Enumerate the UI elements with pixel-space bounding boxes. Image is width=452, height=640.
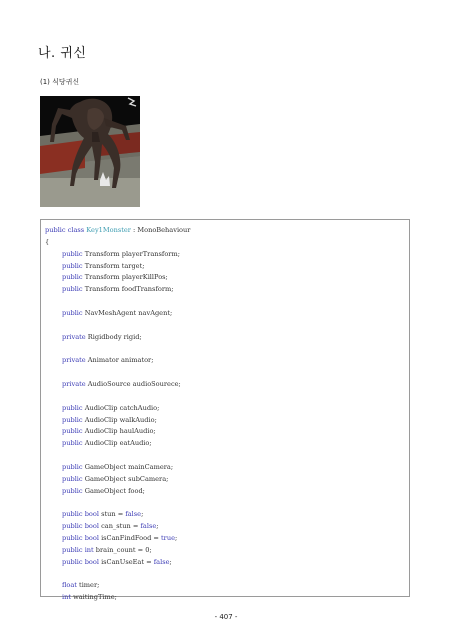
code-token: public <box>62 439 83 448</box>
code-token: can_stun = <box>98 522 141 531</box>
code-token: true <box>161 533 175 542</box>
code-token: public bool <box>62 522 99 531</box>
code-token: Rigidbody rigid; <box>85 332 142 341</box>
code-line <box>45 249 405 261</box>
code-line <box>45 343 405 355</box>
code-token: public <box>62 486 83 495</box>
code-token: public bool <box>62 557 99 566</box>
code-line <box>45 497 405 509</box>
code-token: waitingTime; <box>71 593 117 602</box>
code-line <box>45 533 405 545</box>
code-token: false <box>153 557 170 566</box>
code-token: private <box>62 332 86 341</box>
code-line <box>45 332 405 344</box>
code-token: AudioClip eatAudio; <box>82 439 152 448</box>
code-token: Transform foodTransform; <box>82 285 174 294</box>
code-line <box>45 403 405 415</box>
code-token: public <box>62 249 83 258</box>
code-token: public <box>62 285 83 294</box>
code-token: int <box>62 593 72 602</box>
code-token: Transform playerKillPos; <box>82 273 168 282</box>
code-token: public int <box>62 545 94 554</box>
code-line <box>45 272 405 284</box>
code-token: ; <box>174 533 178 542</box>
code-token: public <box>62 261 83 270</box>
code-token: { <box>45 237 50 246</box>
code-token: brain_count = 0; <box>93 545 152 554</box>
code-line <box>45 225 405 237</box>
code-token: AudioClip haulAudio; <box>82 427 156 436</box>
code-token: AudioClip walkAudio; <box>82 415 157 424</box>
code-token: public bool <box>62 510 99 519</box>
code-line <box>45 296 405 308</box>
code-line <box>45 237 405 249</box>
code-line <box>45 486 405 498</box>
code-token: false <box>125 510 142 519</box>
code-token: NavMeshAgent navAgent; <box>82 308 173 317</box>
code-token: stun = <box>98 510 126 519</box>
code-line <box>45 462 405 474</box>
page-number: - 407 - <box>214 613 238 621</box>
code-line <box>45 284 405 296</box>
code-token: public <box>62 474 83 483</box>
monster-image <box>40 96 140 207</box>
code-token: isCanFindFood = <box>98 533 162 542</box>
code-token: GameObject food; <box>82 486 145 495</box>
code-line <box>45 355 405 367</box>
code-line <box>45 320 405 332</box>
code-line <box>45 545 405 557</box>
code-token: float <box>62 581 77 590</box>
code-token: ; <box>169 557 172 566</box>
code-token: public <box>62 462 83 471</box>
code-token: : MonoBehaviour <box>130 226 191 234</box>
code-line <box>45 379 405 391</box>
code-line <box>45 438 405 450</box>
code-line <box>45 580 405 592</box>
code-token: false <box>140 522 157 531</box>
code-line <box>45 509 405 521</box>
code-line <box>45 391 405 403</box>
code-line <box>45 308 405 320</box>
code-line <box>45 367 405 379</box>
code-token: Transform target; <box>82 261 145 270</box>
code-line <box>45 450 405 462</box>
code-line <box>45 557 405 569</box>
code-line <box>45 474 405 486</box>
code-line <box>45 592 405 604</box>
code-token: GameObject mainCamera; <box>82 462 174 471</box>
code-token: isCanUseEat = <box>98 557 154 566</box>
code-token: ; <box>156 522 159 531</box>
sub-heading: (1) 식당귀신 <box>40 78 80 86</box>
code-token: Transform playerTransform; <box>82 249 180 258</box>
code-token: ; <box>141 510 144 519</box>
section-heading: 나. 귀신 <box>38 46 87 61</box>
code-token: public class <box>45 226 87 234</box>
code-token: Key1Monster <box>86 226 131 234</box>
code-token: public <box>62 415 83 424</box>
code-token: public bool <box>62 533 99 542</box>
code-token: timer; <box>76 581 100 590</box>
code-line <box>45 426 405 438</box>
code-line <box>45 415 405 427</box>
code-token: public <box>62 403 83 412</box>
code-token: public <box>62 273 83 282</box>
code-token: AudioClip catchAudio; <box>82 403 160 412</box>
code-token: GameObject subCamera; <box>82 474 169 483</box>
code-token: public <box>62 427 83 436</box>
code-token: public <box>62 308 83 317</box>
code-line <box>45 521 405 533</box>
code-token: private <box>62 356 86 365</box>
monster-figure <box>40 96 140 207</box>
code-token: Animator animator; <box>85 356 154 365</box>
code-token: AudioSource audioSourece; <box>85 379 181 388</box>
code-line <box>45 261 405 273</box>
code-token: private <box>62 379 86 388</box>
code-line <box>45 568 405 580</box>
code-block <box>40 219 410 602</box>
